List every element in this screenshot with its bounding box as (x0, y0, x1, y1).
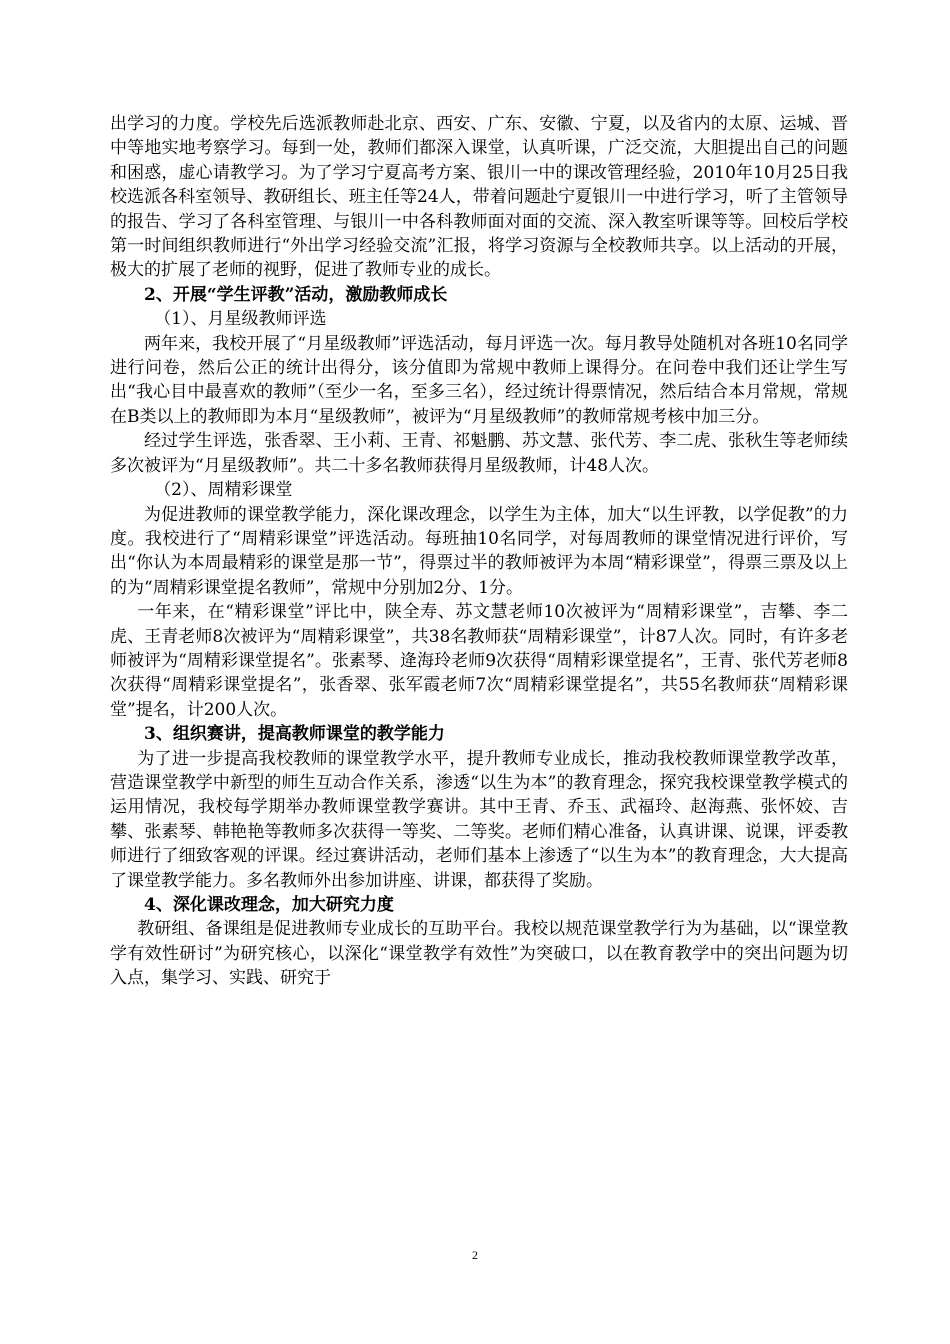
paragraph-study-visits: 出学习的力度。学校先后选派教师赴北京、西安、广东、安徽、宁夏，以及省内的太原、运城、晋中等地实地考察学习。每到一处，教师们都深入课堂，认真听课，广泛交流，大胆提出自己的问题和困惑，虚心请教学习。为了学习宁夏高考方案、银川一中的课改管理经验，2010年10月25日我校选派各科室领导、教研组长、班主任等24人，带着问题赴宁夏银川一中进行学习，听了主管领导的报告、学习了各科室管理、与银川一中各科教师面对面的交流、深入教室听课等等。回校后学校第一时间组织教师进行“外出学习经验交流”汇报，将学习资源与全校教师共享。以上活动的开展，极大的扩展了老师的视野，促进了教师专业的成长。 (110, 114, 848, 281)
paragraph-weekly-best-method: 为促进教师的课堂教学能力，深化课改理念，以学生为主体，加大“以生评教，以学促教”的力度。我校进行了“周精彩课堂”评选活动。每班抽10名同学，对每周教师的课堂情况进行评价，写出“你认为本周最精彩的课堂是那一节”，得票过半的教师被评为本周“精彩课堂”，得票三票及以上的为“周精彩课堂提名教师”，常规中分别加2分、1分。 (110, 504, 848, 598)
section-heading-student-evaluation: 2、开展“学生评教”活动，激励教师成长 (144, 284, 448, 305)
section-heading-teaching-contest: 3、组织赛讲，提高教师课堂的教学能力 (144, 724, 445, 745)
paragraph-weekly-best-results: 一年来，在“精彩课堂”评比中，陕全寿、苏文慧老师10次被评为“周精彩课堂”，吉攀、李二虎、王青老师8次被评为“周精彩课堂”，共38名教师获“周精彩课堂”，计87人次。同时，有许多老师被评为“周精彩课堂提名”。张素琴、逄海玲老师9次获得“周精彩课堂提名”，王青、张代芳老师8次获得“周精彩课堂提名”，张香翠、张军霞老师7次“周精彩课堂提名”，共55名教师获“周精彩课堂”提名，计200人次。 (110, 602, 848, 720)
paragraph-monthly-star-method: 两年来，我校开展了“月星级教师”评选活动，每月评选一次。每月教导处随机对各班10名同学进行问卷，然后公正的统计出得分，该分值即为常规中教师上课得分。在问卷中我们还让学生写出“我心目中最喜欢的教师”（至少一名，至多三名），经过统计得票情况，然后结合本月常规，常规在B类以上的教师即为本月“星级教师”，被评为“月星级教师”的教师常规考核中加三分。 (110, 333, 848, 427)
paragraph-monthly-star-results: 经过学生评选，张香翠、王小莉、王青、祁魁鹏、苏文慧、张代芳、李二虎、张秋生等老师续多次被评为“月星级教师”。共二十多名教师获得月星级教师，计48人次。 (110, 431, 848, 476)
document-body (110, 112, 848, 991)
paragraph-curriculum-reform: 教研组、备课组是促进教师专业成长的互助平台。我校以规范课堂教学行为为基础，以“课堂教学有效性研讨”为研究核心，以深化“课堂教学有效性”为突破口，以在教育教学中的突出问题为切入点，集学习、实践、研究于 (110, 919, 848, 989)
section-heading-curriculum-reform: 4、深化课改理念，加大研究力度 (144, 895, 394, 915)
paragraph-teaching-contest: 为了进一步提高我校教师的课堂教学水平，提升教师专业成长，推动我校教师课堂教学改革，营造课堂教学中新型的师生互动合作关系，渗透“以生为本”的教育理念，探究我校课堂教学模式的运用情况，我校每学期举办教师课堂教学赛讲。其中王青、乔玉、武福玲、赵海燕、张怀姣、吉攀、张素琴、韩艳艳等教师多次获得一等奖、二等奖。老师们精心准备，认真讲课、说课，评委教师进行了细致客观的评课。经过赛讲活动，老师们基本上渗透了“以生为本”的教育理念，大大提高了课堂教学能力。多名教师外出参加讲座、讲课，都获得了奖励。 (110, 748, 848, 891)
page-number: 2 (472, 1248, 478, 1262)
subheading-monthly-star-teacher: （1）、月星级教师评选 (154, 309, 327, 330)
subheading-weekly-best-class: （2）、周精彩课堂 (154, 480, 293, 501)
